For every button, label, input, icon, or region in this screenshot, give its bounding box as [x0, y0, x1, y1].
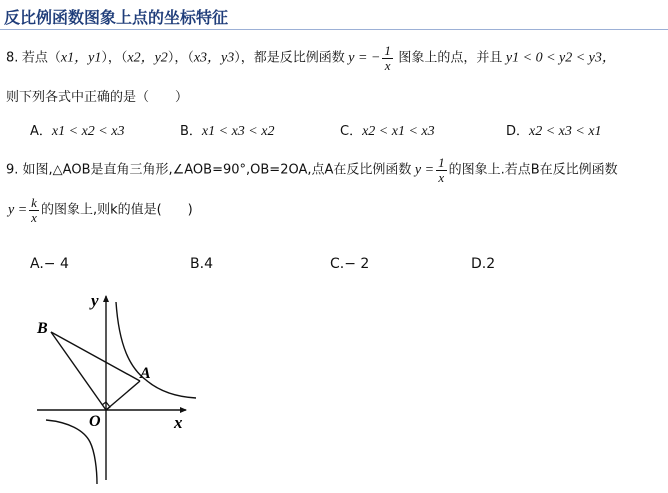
- q8-point-1: x1，y1: [60, 50, 102, 66]
- q8-text-a: 若点（: [21, 50, 61, 66]
- q9-text-b: 的图象上.若点B在反比例函数: [448, 162, 618, 178]
- segment-ab: [51, 332, 140, 381]
- q8-option-c-label: C．: [340, 124, 363, 139]
- q9-option-b-label: B.: [190, 256, 205, 272]
- q8-point-3: x3，y3: [193, 50, 235, 66]
- q8-line-2: 则下列各式中正确的是（ ）: [6, 90, 189, 105]
- label-y-axis: y: [91, 291, 99, 310]
- q9-option-a-label: A.: [30, 256, 44, 272]
- q8-text-c: 图象上的点，并且: [398, 50, 503, 66]
- q8-option-a-expr: x1 < x2 < x3: [51, 124, 125, 139]
- segment-ob: [51, 332, 106, 410]
- q8-sep-2: ），（: [167, 50, 194, 66]
- q9-option-c-label: C.: [330, 256, 345, 272]
- label-origin: O: [89, 413, 101, 430]
- q8-func-denominator: x: [384, 57, 391, 73]
- q8-option-c-expr: x2 < x1 < x3: [362, 124, 435, 139]
- q8-option-d-expr: x2 < x3 < x1: [529, 124, 602, 139]
- hyperbola-branch-first-quadrant: [116, 302, 196, 398]
- page-title: 反比例函数图象上点的坐标特征: [4, 8, 229, 27]
- q9-func1-numerator: 1: [438, 155, 445, 170]
- q8-option-a-label: A．: [30, 124, 52, 139]
- q9-option-c-value: − 2: [344, 256, 370, 272]
- q9-func2-numerator: k: [31, 195, 37, 210]
- q9-text-a: 9. 如图,△AOB是直角三角形,∠AOB=90°,OB=2OA,点A在反比例函数: [6, 162, 412, 178]
- q9-func1-prefix: y =: [414, 162, 435, 178]
- q9-func2-denominator: x: [31, 209, 37, 225]
- label-x-axis: x: [174, 413, 183, 432]
- q9-func1-denominator: x: [438, 169, 445, 185]
- q8-func-prefix: y = −: [348, 50, 381, 66]
- q9-func2-prefix: y =: [8, 202, 28, 218]
- label-point-a: A: [140, 365, 151, 382]
- q8-condition: y1 < 0 < y2 < y3，: [505, 50, 616, 66]
- q8-option-d-label: D．: [506, 124, 530, 139]
- label-point-b: B: [37, 320, 48, 337]
- q9-option-d-value: 2: [486, 256, 496, 272]
- q8-func-numerator: 1: [384, 43, 391, 58]
- q9-option-b-value: 4: [204, 256, 213, 272]
- segment-oa: [106, 381, 140, 410]
- q8-text-b: ），都是反比例函数: [234, 50, 345, 66]
- q8-option-b-label: B．: [180, 124, 202, 139]
- q9-option-d-label: D.: [471, 256, 487, 272]
- q8-option-b-expr: x1 < x3 < x2: [201, 124, 275, 139]
- q8-sep-1: ），（: [101, 50, 128, 66]
- q9-option-a-value: − 4: [43, 256, 69, 272]
- q9-text-c: 的图象上,则k的值是( ): [40, 202, 193, 218]
- q8-point-2: x2，y2: [127, 50, 168, 66]
- q8-number: 8.: [6, 50, 19, 66]
